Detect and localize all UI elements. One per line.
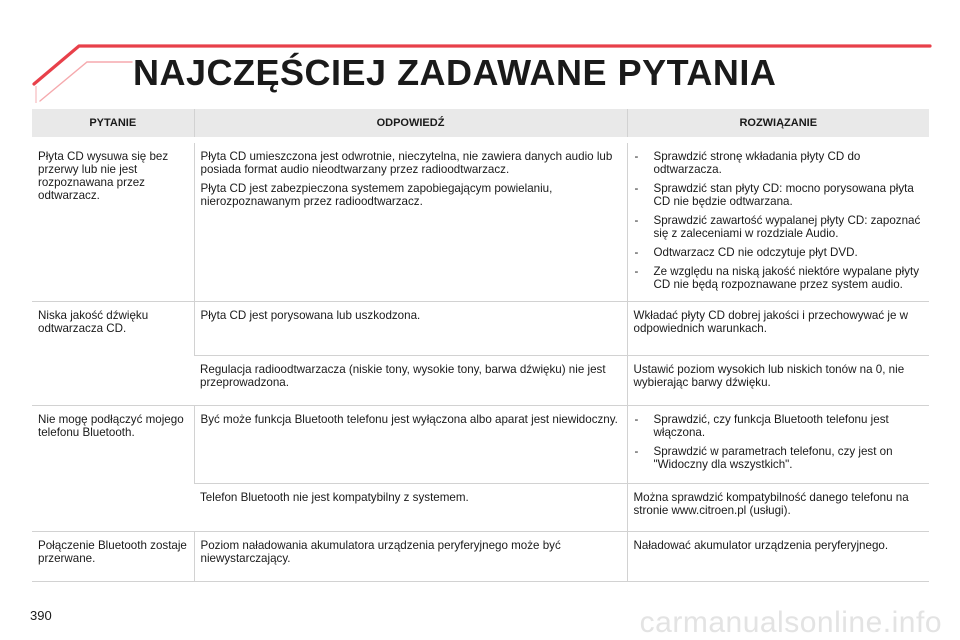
question-cell: Niska jakość dźwięku odtwarzacza CD. [32, 302, 194, 406]
solution-cell: Ustawić poziom wysokich lub niskich tonów na 0, nie wybierając barwy dźwięku. [627, 356, 929, 406]
column-header-answer: ODPOWIEDŹ [194, 109, 627, 140]
faq-table [32, 109, 929, 582]
solution-cell [627, 406, 929, 484]
answer-cell: Być może funkcja Bluetooth telefonu jest wyłączona albo aparat jest niewidoczny. [194, 406, 627, 484]
column-header-question: PYTANIE [32, 109, 194, 140]
answer-cell: Telefon Bluetooth nie jest kompatybilny z systemem. [194, 484, 627, 532]
list-item: - Sprawdzić stan płyty CD: mocno porysowana płyta CD nie będzie odtwarzana. [634, 182, 924, 208]
table-row [32, 140, 929, 302]
solution-cell: Można sprawdzić kompatybilność danego telefonu na stronie www.citroen.pl (usługi). [627, 484, 929, 532]
list-item: - Ze względu na niską jakość niektóre wypalane płyty CD nie będą rozpoznawane przez system audio. [634, 265, 924, 291]
list-item: - Sprawdzić zawartość wypalanej płyty CD: zapoznać się z zaleceniami w rozdziale Audio. [634, 214, 924, 240]
answer-cell [194, 140, 627, 302]
solution-cell: Wkładać płyty CD dobrej jakości i przechowywać je w odpowiednich warunkach. [627, 302, 929, 356]
page-number: 390 [30, 608, 52, 623]
column-header-solution: ROZWIĄZANIE [627, 109, 929, 140]
solution-list [634, 413, 924, 471]
answer-paragraph: Płyta CD jest zabezpieczona systemem zapobiegającym powielaniu, nierozpoznawanym przez radioodtwarzacz. [200, 182, 553, 208]
question-cell: Połączenie Bluetooth zostaje przerwane. [32, 532, 194, 582]
list-item: - Sprawdzić w parametrach telefonu, czy jest on "Widoczny dla wszystkich". [634, 445, 924, 471]
answer-cell: Regulacja radioodtwarzacza (niskie tony, wysokie tony, barwa dźwięku) nie jest przeprowadzona. [194, 356, 627, 406]
answer-cell: Poziom naładowania akumulatora urządzenia peryferyjnego może być niewystarczający. [194, 532, 627, 582]
table-header-row [32, 109, 929, 140]
solution-cell: Naładować akumulator urządzenia peryferyjnego. [627, 532, 929, 582]
table-row [32, 406, 929, 484]
question-cell: Nie mogę podłączyć mojego telefonu Bluetooth. [32, 406, 194, 532]
list-item: - Sprawdzić stronę wkładania płyty CD do odtwarzacza. [634, 150, 924, 176]
list-item: - Odtwarzacz CD nie odczytuje płyt DVD. [634, 246, 924, 259]
question-cell: Płyta CD wysuwa się bez przerwy lub nie jest rozpoznawana przez odtwarzacz. [38, 150, 169, 202]
table-row [32, 532, 929, 582]
solution-cell [627, 140, 929, 302]
answer-cell: Płyta CD jest porysowana lub uszkodzona. [194, 302, 627, 356]
table-row [32, 302, 929, 356]
page-title: NAJCZĘŚCIEJ ZADAWANE PYTANIA [133, 52, 777, 93]
solution-list [634, 150, 924, 291]
answer-paragraph: Płyta CD umieszczona jest odwrotnie, nieczytelna, nie zawiera danych audio lub posiada format audio nieodtwarzany przez radioodtwarzacz. [200, 150, 613, 176]
watermark: carmanualsonline.info [639, 606, 942, 639]
list-item: - Sprawdzić, czy funkcja Bluetooth telefonu jest włączona. [634, 413, 924, 439]
